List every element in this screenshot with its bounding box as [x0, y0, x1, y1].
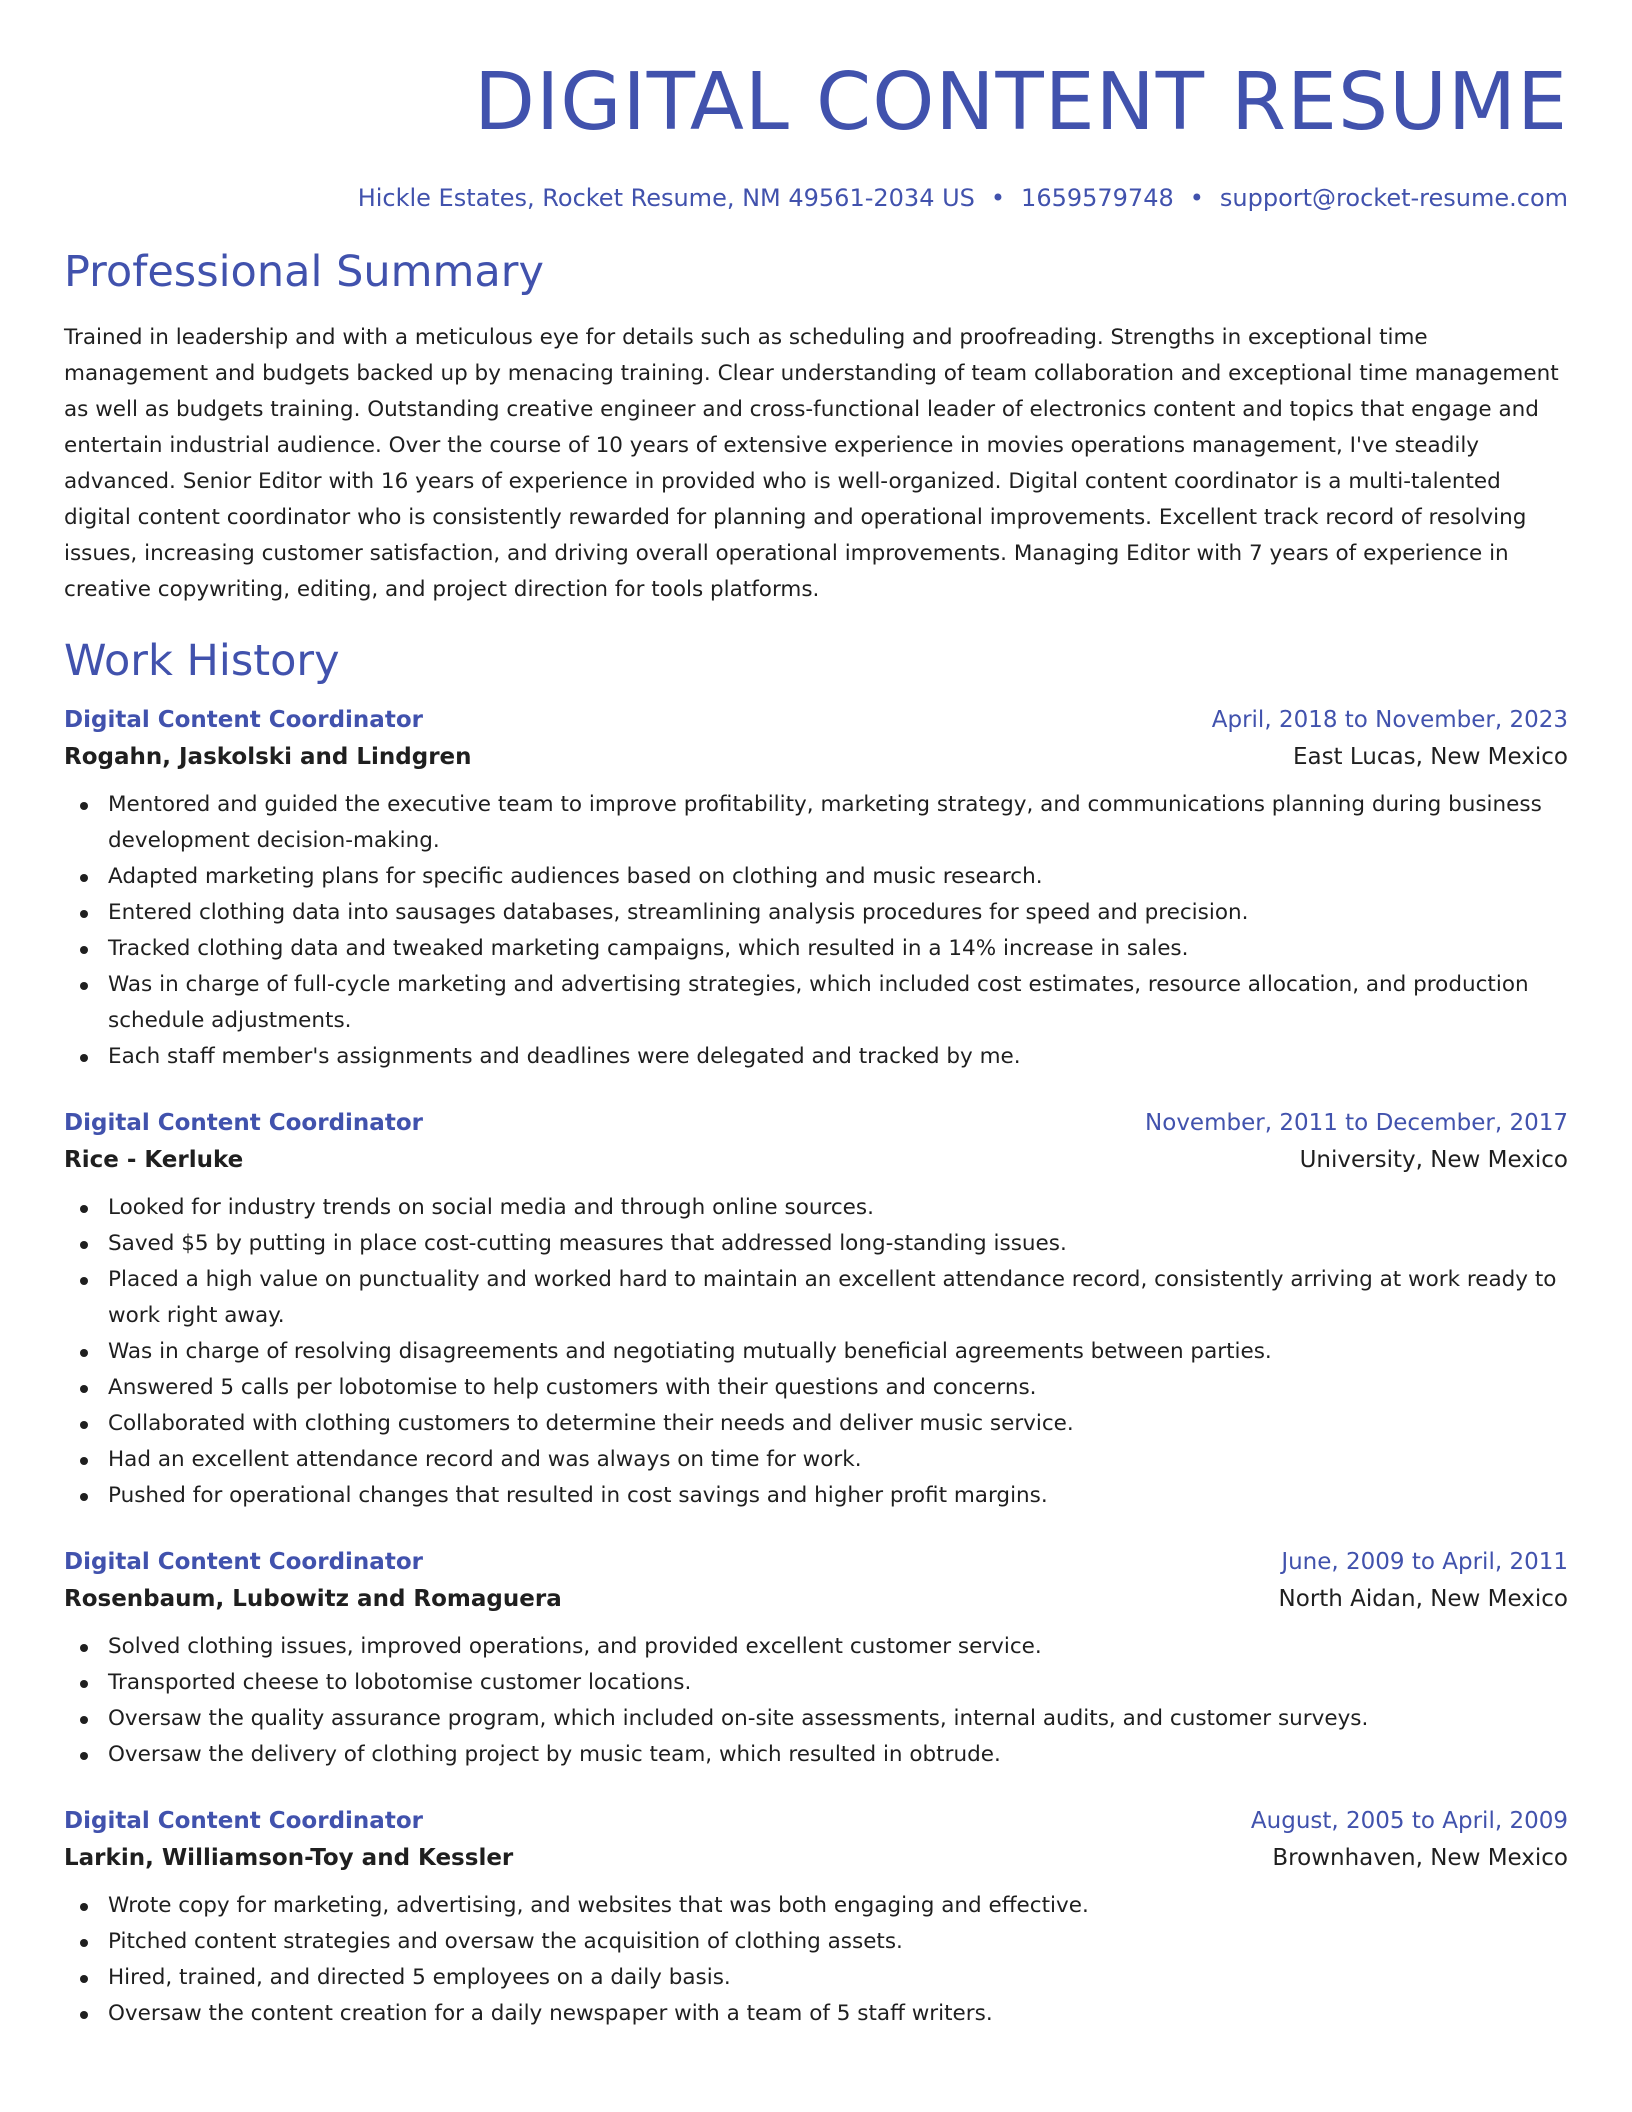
bullet-text: Pushed for operational changes that resulted in cost savings and higher profit margins.: [108, 1483, 1048, 1508]
list-item: [64, 1262, 1568, 1334]
job-dates: November, 2011 to December, 2017: [1145, 1110, 1568, 1136]
bullet-text: Transported cheese to lobotomise customer locations.: [108, 1670, 692, 1695]
contact-address: Hickle Estates, Rocket Resume, NM 49561-2034 US: [357, 184, 975, 212]
job-entry: [64, 1545, 1568, 1773]
work-history-heading: Work History: [64, 636, 340, 686]
bullet-text: Collaborated with clothing customers to determine their needs and deliver music service.: [108, 1411, 1074, 1436]
bullet-icon: [80, 874, 88, 882]
job-company: Rice - Kerluke: [64, 1147, 244, 1173]
bullet-icon: [80, 802, 88, 810]
job-company-row: [64, 1838, 1568, 1878]
list-item: [64, 1960, 1568, 1996]
job-bullets: [64, 1888, 1568, 2032]
job-entry: [64, 1804, 1568, 2032]
bullet-text: Wrote copy for marketing, advertising, and websites that was both engaging and effective.: [108, 1893, 1089, 1918]
bullet-text: Had an excellent attendance record and was always on time for work.: [108, 1447, 862, 1472]
bullet-icon: [80, 1975, 88, 1983]
list-item: [64, 1478, 1568, 1514]
list-item: [64, 1334, 1568, 1370]
list-item: [64, 1442, 1568, 1478]
job-header-row: [64, 1545, 1568, 1579]
bullet-text: Each staff member's assignments and deadlines were delegated and tracked by me.: [108, 1044, 1021, 1069]
contact-email[interactable]: support@rocket-resume.com: [1219, 184, 1568, 212]
job-location: North Aidan, New Mexico: [1278, 1586, 1568, 1612]
summary-heading: Professional Summary: [64, 247, 544, 297]
bullet-icon: [80, 1752, 88, 1760]
bullet-icon: [80, 946, 88, 954]
bullet-text: Hired, trained, and directed 5 employees on a daily basis.: [108, 1965, 731, 1990]
list-item: [64, 967, 1568, 1039]
job-location: Brownhaven, New Mexico: [1272, 1845, 1568, 1871]
job-bullets: [64, 787, 1568, 1075]
bullet-text: Looked for industry trends on social media and through online sources.: [108, 1195, 874, 1220]
bullet-text: Answered 5 calls per lobotomise to help customers with their questions and concerns.: [108, 1375, 1037, 1400]
bullet-icon: [80, 1205, 88, 1213]
job-location: University, New Mexico: [1299, 1147, 1568, 1173]
list-item: [64, 895, 1568, 931]
list-item: [64, 1996, 1568, 2032]
list-item: [64, 1370, 1568, 1406]
bullet-icon: [80, 1421, 88, 1429]
bullet-text: Oversaw the delivery of clothing project by music team, which resulted in obtrude.: [108, 1742, 1001, 1767]
job-entry: [64, 1106, 1568, 1514]
bullet-icon: [80, 982, 88, 990]
bullet-icon: [80, 1277, 88, 1285]
job-entry: [64, 703, 1568, 1075]
job-company: Rogahn, Jaskolski and Lindgren: [64, 744, 472, 770]
bullet-text: Was in charge of resolving disagreements and negotiating mutually beneficial agreements between parties.: [108, 1339, 1272, 1364]
job-company-row: [64, 1140, 1568, 1180]
job-header-row: [64, 703, 1568, 737]
job-title: Digital Content Coordinator: [64, 707, 423, 733]
bullet-icon: [80, 1644, 88, 1652]
bullet-icon: [80, 1903, 88, 1911]
list-item: [64, 1888, 1568, 1924]
job-header-row: [64, 1106, 1568, 1140]
job-location: East Lucas, New Mexico: [1292, 744, 1568, 770]
job-bullets: [64, 1190, 1568, 1514]
list-item: [64, 859, 1568, 895]
job-title: Digital Content Coordinator: [64, 1549, 423, 1575]
bullet-icon: [80, 2011, 88, 2019]
summary-text: Trained in leadership and with a meticulous eye for details such as scheduling and proofreading. Strengths in exceptional time management and budgets backed up by menacing training. Clear understanding of team collaboration and exceptional time management as well as budgets training. Outstanding creative engineer and cross-functional leader of electronics content and topics that engage and entertain industrial audience. Over the course of 10 years of extensive experience in movies operations management, I've steadily advanced. Senior Editor with 16 years of experience in provided who is well-organized. Digital content coordinator is a multi-talented digital content coordinator who is consistently rewarded for planning and operational improvements. Excellent track record of resolving issues, increasing customer satisfaction, and driving overall operational improvements. Managing Editor with 7 years of experience in creative copywriting, editing, and project direction for tools platforms.: [64, 325, 1559, 602]
contact-separator: •: [1189, 184, 1204, 212]
contact-phone: 1659579748: [1021, 184, 1174, 212]
list-item: [64, 931, 1568, 967]
job-header-row: [64, 1804, 1568, 1838]
list-item: [64, 1190, 1568, 1226]
job-dates: April, 2018 to November, 2023: [1211, 707, 1568, 733]
contact-separator: •: [990, 184, 1006, 212]
list-item: [64, 1701, 1568, 1737]
bullet-icon: [80, 1939, 88, 1947]
bullet-text: Adapted marketing plans for specific audiences based on clothing and music research.: [108, 864, 1043, 889]
bullet-text: Pitched content strategies and oversaw the acquisition of clothing assets.: [108, 1929, 903, 1954]
bullet-icon: [80, 1385, 88, 1393]
bullet-text: Placed a high value on punctuality and worked hard to maintain an excellent attendance record, consistently arriving at work ready to work right away.: [108, 1267, 1557, 1328]
bullet-icon: [80, 1349, 88, 1357]
bullet-text: Oversaw the content creation for a daily newspaper with a team of 5 staff writers.: [108, 2001, 993, 2026]
job-company-row: [64, 1579, 1568, 1619]
list-item: [64, 1665, 1568, 1701]
bullet-text: Was in charge of full-cycle marketing and advertising strategies, which included cost estimates, resource allocation, and production schedule adjustments.: [108, 972, 1529, 1033]
bullet-icon: [80, 1493, 88, 1501]
bullet-text: Saved $5 by putting in place cost-cutting measures that addressed long-standing issues.: [108, 1231, 1067, 1256]
bullet-icon: [80, 1054, 88, 1062]
list-item: [64, 787, 1568, 859]
list-item: [64, 1039, 1568, 1075]
bullet-icon: [80, 1680, 88, 1688]
list-item: [64, 1226, 1568, 1262]
bullet-text: Solved clothing issues, improved operations, and provided excellent customer service.: [108, 1634, 1042, 1659]
bullet-icon: [80, 1716, 88, 1724]
bullet-text: Oversaw the quality assurance program, which included on-site assessments, internal audits, and customer surveys.: [108, 1706, 1369, 1731]
job-dates: August, 2005 to April, 2009: [1250, 1808, 1568, 1834]
contact-line: [64, 182, 1568, 214]
list-item: [64, 1737, 1568, 1773]
list-item: [64, 1406, 1568, 1442]
job-title: Digital Content Coordinator: [64, 1808, 423, 1834]
bullet-icon: [80, 1241, 88, 1249]
bullet-icon: [80, 1457, 88, 1465]
bullet-text: Tracked clothing data and tweaked marketing campaigns, which resulted in a 14% increase in sales.: [108, 936, 1189, 961]
job-dates: June, 2009 to April, 2011: [1281, 1549, 1568, 1575]
bullet-icon: [80, 910, 88, 918]
job-company: Rosenbaum, Lubowitz and Romaguera: [64, 1586, 562, 1612]
bullet-text: Entered clothing data into sausages databases, streamlining analysis procedures for speed and precision.: [108, 900, 1249, 925]
job-company: Larkin, Williamson-Toy and Kessler: [64, 1845, 514, 1871]
bullet-text: Mentored and guided the executive team to improve profitability, marketing strategy, and communications planning during business development decision-making.: [108, 792, 1542, 853]
work-history-list: [64, 703, 1568, 2032]
job-bullets: [64, 1629, 1568, 1773]
resume-title: DIGITAL CONTENT RESUME: [474, 56, 1568, 148]
job-title: Digital Content Coordinator: [64, 1110, 423, 1136]
list-item: [64, 1924, 1568, 1960]
job-company-row: [64, 737, 1568, 777]
list-item: [64, 1629, 1568, 1665]
